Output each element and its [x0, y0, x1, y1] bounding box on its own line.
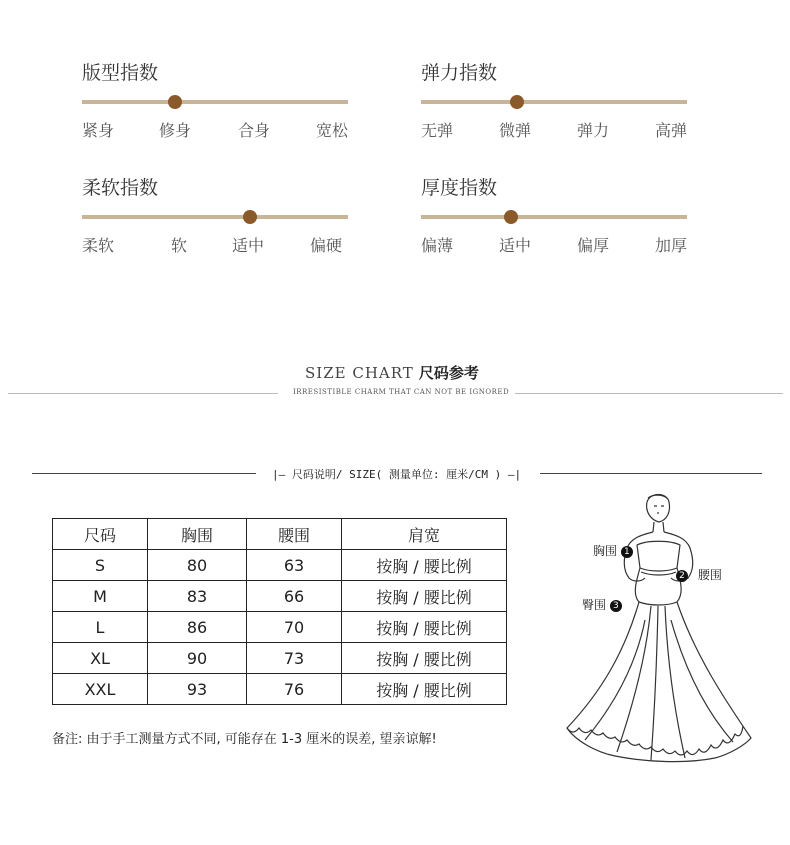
table-cell: L — [53, 612, 148, 643]
index-level: 适中 — [232, 236, 265, 255]
table-cell: XXL — [53, 674, 148, 705]
index-track — [82, 100, 348, 104]
divider — [540, 473, 762, 474]
table-cell: 80 — [148, 550, 247, 581]
size-chart-cn: 尺码参考 — [418, 364, 479, 382]
table-cell: 按胸 / 腰比例 — [342, 581, 507, 612]
index-level: 偏硬 — [310, 236, 343, 255]
size-chart-en: SIZE CHART — [305, 364, 414, 382]
table-header-cell: 肩宽 — [342, 519, 507, 550]
table-row — [53, 674, 507, 705]
size-chart-subtitle: IRRESISTIBLE CHARM THAT CAN NOT BE IGNORED — [293, 388, 510, 396]
table-cell: 73 — [247, 643, 342, 674]
table-cell: 63 — [247, 550, 342, 581]
divider — [515, 393, 783, 394]
table-cell: 93 — [148, 674, 247, 705]
index-level: 加厚 — [655, 236, 688, 255]
index-level: 弹力 — [577, 121, 610, 140]
table-cell: 86 — [148, 612, 247, 643]
table-row — [53, 612, 507, 643]
index-level: 微弹 — [499, 121, 532, 140]
table-header-row — [53, 519, 507, 550]
index-level: 宽松 — [316, 121, 349, 140]
table-cell: 76 — [247, 674, 342, 705]
table-cell: XL — [53, 643, 148, 674]
table-cell: 按胸 / 腰比例 — [342, 643, 507, 674]
footnote: 备注: 由于手工测量方式不同, 可能存在 1-3 厘米的误差, 望亲谅解! — [52, 732, 437, 747]
table-row — [53, 643, 507, 674]
divider — [8, 393, 278, 394]
table-cell: 按胸 / 腰比例 — [342, 674, 507, 705]
table-row — [53, 550, 507, 581]
index-track — [82, 215, 348, 219]
table-header-cell: 腰围 — [247, 519, 342, 550]
index-level: 高弹 — [655, 121, 688, 140]
index-knob — [504, 210, 518, 224]
index-level: 适中 — [499, 236, 532, 255]
figure-label-text: 臀围 — [582, 598, 607, 612]
figure-label-chest — [593, 542, 633, 559]
index-track — [421, 215, 687, 219]
table-cell: 66 — [247, 581, 342, 612]
figure-label-text: 腰围 — [697, 568, 722, 582]
number-badge: 3 — [610, 600, 622, 612]
index-level: 柔软 — [82, 236, 115, 255]
index-knob — [243, 210, 257, 224]
index-title: 柔软指数 — [82, 177, 159, 199]
table-cell: 按胸 / 腰比例 — [342, 550, 507, 581]
index-title: 弹力指数 — [421, 62, 498, 84]
divider — [32, 473, 256, 474]
table-cell: 90 — [148, 643, 247, 674]
table-cell: S — [53, 550, 148, 581]
table-header-cell: 尺码 — [53, 519, 148, 550]
table-header-cell: 胸围 — [148, 519, 247, 550]
number-badge: 2 — [676, 570, 688, 582]
table-cell: M — [53, 581, 148, 612]
index-knob — [168, 95, 182, 109]
gown-figure-illustration — [555, 490, 760, 775]
index-title: 版型指数 — [82, 62, 159, 84]
figure-label-waist — [676, 566, 722, 583]
table-cell: 83 — [148, 581, 247, 612]
size-note-title: |— 尺码说明/ SIZE( 测量单位: 厘米/CM ) —| — [272, 468, 522, 481]
index-level: 修身 — [159, 121, 192, 140]
figure-label-hip — [582, 596, 622, 613]
index-level: 紧身 — [82, 121, 115, 140]
number-badge: 1 — [621, 546, 633, 558]
size-table — [52, 518, 507, 705]
index-level: 无弹 — [421, 121, 454, 140]
index-level: 合身 — [238, 121, 271, 140]
figure-label-text: 胸围 — [593, 544, 618, 558]
index-title: 厚度指数 — [421, 177, 498, 199]
size-chart-heading — [305, 362, 479, 383]
index-knob — [510, 95, 524, 109]
table-cell: 按胸 / 腰比例 — [342, 612, 507, 643]
table-row — [53, 581, 507, 612]
index-level: 偏薄 — [421, 236, 454, 255]
index-level: 软 — [171, 236, 188, 255]
index-track — [421, 100, 687, 104]
index-level: 偏厚 — [577, 236, 610, 255]
table-cell: 70 — [247, 612, 342, 643]
